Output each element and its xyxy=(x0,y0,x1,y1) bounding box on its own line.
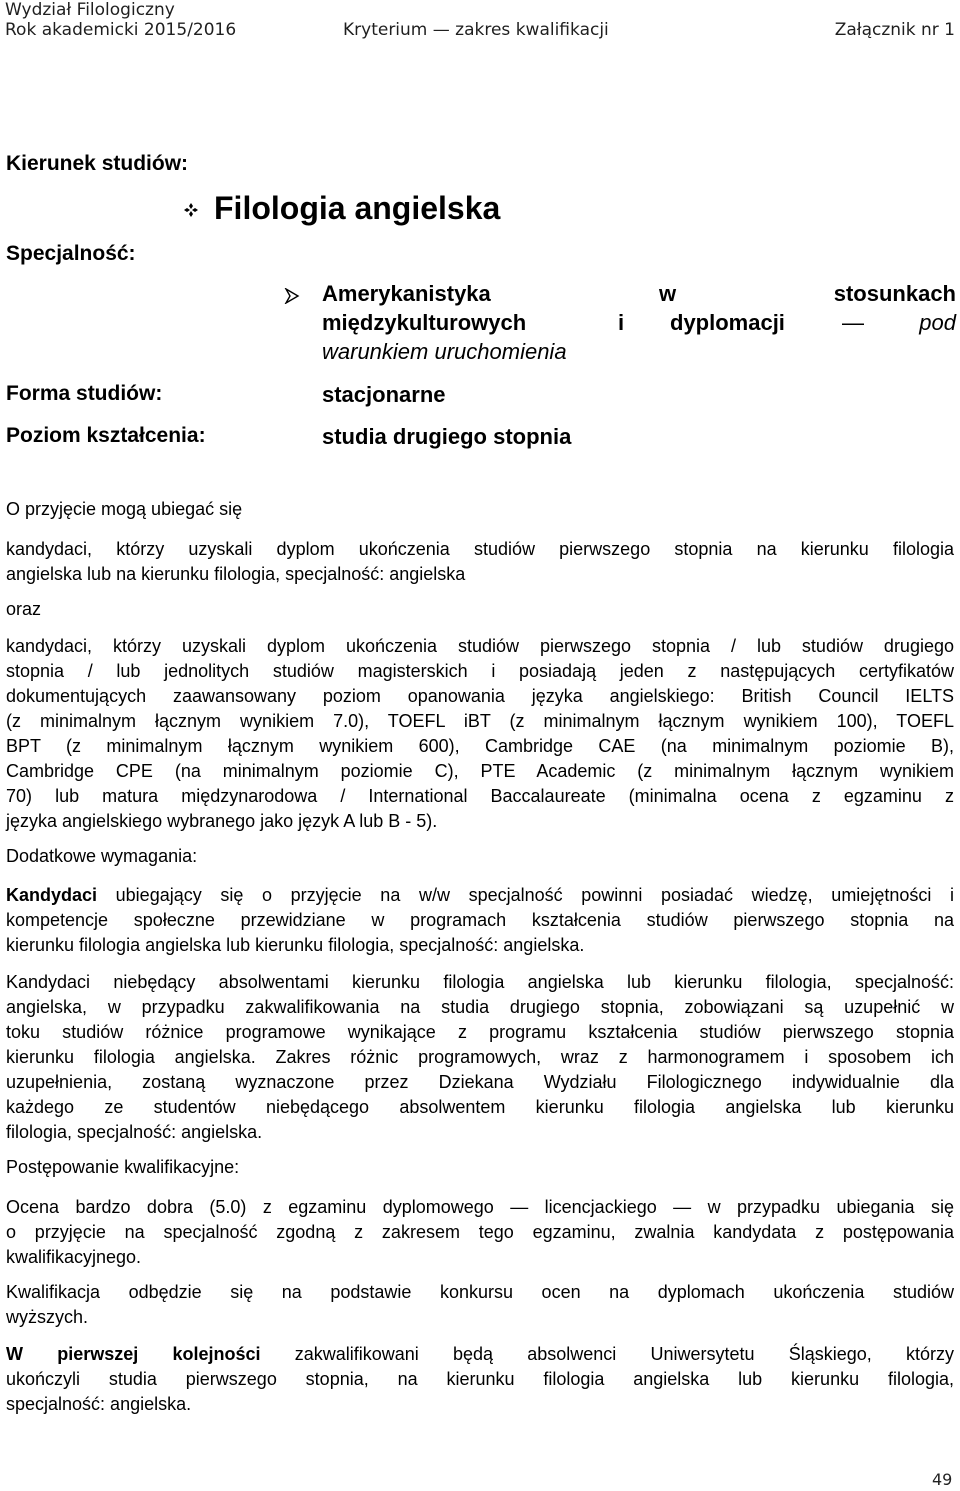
additional-heading: Dodatkowe wymagania: xyxy=(6,846,198,866)
text-line: kompetencje społeczne przewidziane w programach kształcenia studiów pierwszego stopnia na xyxy=(6,910,954,930)
text-line: toku studiów różnice programowe wynikające z programu kształcenia studiów pierwszego stopnia xyxy=(6,1022,954,1042)
academic-year: Rok akademicki 2015/2016 xyxy=(5,20,237,40)
text-line: języka angielskiego wybranego jako język A lub B - 5). xyxy=(6,811,438,831)
specialty-dash: — xyxy=(842,310,864,335)
faculty-name: Wydział Filologiczny xyxy=(5,0,175,20)
oraz-text xyxy=(6,597,954,622)
text-line: filologia, specjalność: angielska. xyxy=(6,1122,263,1142)
specialty-label: Specjalność: xyxy=(6,242,136,265)
specialty-word: dyplomacji xyxy=(670,310,785,335)
text-line: każdego ze studentów niebędącego absolwentem kierunku filologia angielska lub kierunku xyxy=(6,1097,954,1117)
procedure-paragraph-1 xyxy=(6,1195,954,1270)
text-line: Kandydaci ubiegający się o przyjęcie na w/w specjalność powinni posiadać wiedzę, umiejętności i xyxy=(6,885,954,905)
procedure-paragraph-3 xyxy=(6,1342,954,1417)
level-value: studia drugiego stopnia xyxy=(322,424,572,449)
admission-heading xyxy=(6,499,242,520)
text-line: Kwalifikacja odbędzie się na podstawie konkursu ocen na dyplomach ukończenia studiów xyxy=(6,1282,954,1302)
text-line: W pierwszej kolejności zakwalifikowani będą absolwenci Uniwersytetu Śląskiego, którzy xyxy=(6,1344,954,1364)
text-line: Kandydaci niebędący absolwentami kierunku filologia angielska lub kierunku filologia, specjalność: xyxy=(6,972,954,992)
specialty-word: i xyxy=(618,310,625,335)
text-line: BPT (z minimalnym łącznym wynikiem 600), Cambridge CAE (na minimalnym poziomie B), xyxy=(6,736,954,756)
text-line: Ocena bardzo dobra (5.0) z egzaminu dyplomowego — licencjackiego — w przypadku ubiegania się xyxy=(6,1197,954,1217)
additional-paragraph-2 xyxy=(6,970,954,1145)
text-line: kierunku filologia angielska. Zakres różnic programowych, wraz z harmonogramem i sposobem ich xyxy=(6,1047,954,1067)
level-label: Poziom kształcenia: xyxy=(6,424,206,447)
text-line: stopnia / lub jednolitych studiów magisterskich i posiadają jeden z następujących certyfikatów xyxy=(6,661,954,681)
specialty-word: Amerykanistyka xyxy=(322,281,491,306)
page-number: 49 xyxy=(932,1470,953,1489)
admission-heading-text: O przyjęcie mogą ubiegać się xyxy=(6,499,243,519)
text-line: Cambridge CPE (na minimalnym poziomie C), PTE Academic (z minimalnym łącznym wynikiem xyxy=(6,761,954,781)
text-line: uzupełnienia, zostaną wyznaczone przez Dziekana Wydziału Filologicznego indywidualnie dla xyxy=(6,1072,954,1092)
text-line: oraz xyxy=(6,599,42,619)
text-line: wyższych. xyxy=(6,1307,89,1327)
specialty-line-2 xyxy=(322,310,956,338)
text-line: kierunku filologia angielska lub kierunku filologia, specjalność: angielska. xyxy=(6,935,585,955)
admission-paragraph-2 xyxy=(6,634,954,834)
criterion-title: Kryterium — zakres kwalifikacji xyxy=(343,20,609,40)
procedure-heading: Postępowanie kwalifikacyjne: xyxy=(6,1157,240,1177)
field-label: Kierunek studiów: xyxy=(6,152,189,175)
text-line: kandydaci, którzy uzyskali dyplom ukończenia studiów pierwszego stopnia na kierunku filologia xyxy=(6,539,954,559)
emphasis: W pierwszej kolejności xyxy=(6,1344,261,1364)
additional-paragraph-1 xyxy=(6,883,954,958)
text-line: dokumentujących zaawansowany poziom opanowania języka angielskiego: British Council IELTS xyxy=(6,686,954,706)
specialty-line-3: warunkiem uruchomienia xyxy=(322,339,567,364)
emphasis: Kandydaci xyxy=(6,885,98,905)
specialty-line-1 xyxy=(322,281,956,309)
field-name: Filologia angielska xyxy=(214,190,501,226)
text-line: (z minimalnym łącznym wynikiem 7.0), TOEFL iBT (z minimalnym łącznym wynikiem 100), TOEFL xyxy=(6,711,954,731)
text-line: angielska, w przypadku zakwalifikowania na studia drugiego stopnia, zobowiązani są uzupełnić w xyxy=(6,997,954,1017)
diamond-bullet-icon xyxy=(184,203,198,217)
attachment-number: Załącznik nr 1 xyxy=(834,20,955,40)
text-line: ukończyli studia pierwszego stopnia, na kierunku filologia angielska lub kierunku filologia, xyxy=(6,1369,954,1389)
mode-value: stacjonarne xyxy=(322,382,446,407)
specialty-word: międzykulturowych xyxy=(322,310,527,335)
mode-label: Forma studiów: xyxy=(6,382,163,405)
text-line: o przyjęcie na specjalność zgodną z zakresem tego egzaminu, zwalnia kandydata z postępowania xyxy=(6,1222,954,1242)
page-header xyxy=(5,0,955,44)
text-line: kwalifikacyjnego. xyxy=(6,1247,142,1267)
arrow-bullet-icon xyxy=(284,288,300,304)
specialty-word: stosunkach xyxy=(833,281,956,306)
text-line: kandydaci, którzy uzyskali dyplom ukończenia studiów pierwszego stopnia / lub studiów drugiego xyxy=(6,636,954,656)
specialty-word: pod xyxy=(919,310,956,335)
specialty-word: w xyxy=(659,281,677,306)
text-line: 70) lub matura międzynarodowa / International Baccalaureate (minimalna ocena z egzaminu z xyxy=(6,786,954,806)
procedure-paragraph-2 xyxy=(6,1280,954,1330)
text-line: angielska lub na kierunku filologia, specjalność: angielska xyxy=(6,564,466,584)
admission-paragraph-1 xyxy=(6,537,954,587)
field-title xyxy=(184,190,500,227)
text-line: specjalność: angielska. xyxy=(6,1394,192,1414)
